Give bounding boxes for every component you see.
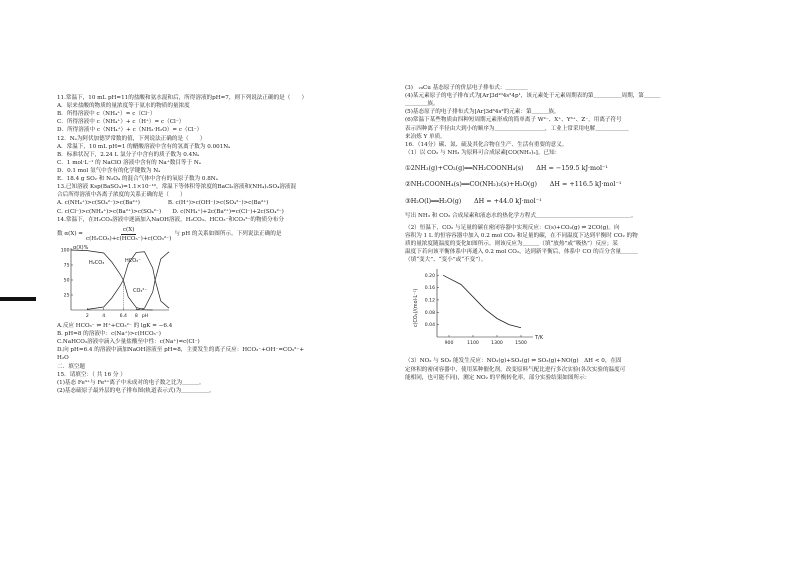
q11-option-a: A．原来盐酸的物质的量浓度等于氨水的物质的量浓度 — [57, 103, 190, 110]
q14-stem: 14.常温下，在H₂CO₃溶液中逐滴加入NaOH溶液，H₂CO₃、HCO₃⁻和CO₃²⁻的物质分布分 — [57, 216, 284, 223]
q11-option-b: B．所得溶液中 c（NH₄⁺）= c（Cl⁻） — [57, 111, 156, 118]
q15-part6-line2: 表示四种离子半径由大到小的顺序为＿＿＿＿＿＿＿＿＿，工业上常采用电解＿＿＿＿＿＿ — [405, 125, 629, 132]
q14-stem2 — [57, 226, 357, 243]
q12-option-e: E．18.4 g SO₂ 和 N₂O₄ 的混合气体中含有的氧原子数为 0.8Nₐ — [57, 176, 218, 183]
co2-x-tick-label: 900 — [444, 341, 454, 347]
q14-prefix: 数 α(X) = — [57, 231, 83, 238]
co2-x-tick-label: 1500 — [515, 341, 527, 347]
q15-title: 15．请填空：（ 共 16 分 ） — [57, 371, 126, 378]
series-co3-line — [136, 252, 169, 310]
co2-x-tick-label: 1100 — [467, 341, 479, 347]
series-co3-label: CO₃²⁻ — [133, 287, 148, 294]
q16-part1: （1）以 CO₂ 与 NH₃ 为原料可合成尿素[CO(NH₂)₂]。已知： — [405, 149, 561, 156]
co2-y-tick-label: 0.04 — [424, 323, 435, 329]
alpha-x-tick-label: 6.4 — [119, 313, 127, 319]
q16-part2-l4: 温度下若向该平衡体系中再通入 0.2 mol CO₂，达到新平衡后，体系中 CO 的百分含量＿＿＿ — [405, 249, 638, 256]
co2-y-tick-label: 0.08 — [424, 311, 435, 317]
q14-option-b: B. pH=8 的溶液中：c(Na⁺)>c(HCO₃⁻) — [57, 331, 161, 338]
alpha-ph-chart — [60, 244, 183, 322]
q14-option-a: A.反应 HCO₃⁻ ⇌ H⁺+CO₃²⁻ 的 lgK = −6.4 — [57, 322, 173, 329]
q11-option-c: C．所得溶液中 c（NH₄⁺）+ c（H⁺）= c（Cl⁻） — [57, 119, 185, 126]
q15-part6: (6)常温下某些物质由四种短周期元素形成的简单离子 W²⁻、X⁺、Y³⁺、Z⁻，用离子符号 — [405, 117, 622, 124]
alpha-x-tick-label: 4 — [102, 313, 106, 319]
q15-part4: (4)某元素原子的电子排布式为[Ar]3d¹⁰4s²4p¹，该元素处于元素周期表的第＿＿＿＿＿周期，第＿＿＿ — [405, 93, 661, 100]
alpha-x-tick-label: 8 — [134, 313, 138, 319]
q15-part6-line3: 来冶炼 Y 单质。 — [405, 133, 446, 140]
alpha-x-tick-label: 2 — [85, 313, 89, 319]
q16-part2-l2: 容积为 1 L 的恒容容器中加入 0.2 mol CO₂ 和足量的碳，在不同温度下达到平衡时 CO₂ 的物 — [405, 233, 638, 240]
q13-stem2: 合后所得溶液中各离子浓度的关系正确的是（ ） — [57, 192, 186, 199]
q16-part3-l2: 定体积的密闭容器中，使用某种催化剂，改变原料气配比进行多次实验(各次实验的温度可 — [405, 366, 626, 373]
q12-option-b: B．标准状况下，2.24 L 氯分子中含有的质子数为 0.4Nₐ — [57, 151, 200, 158]
alpha-y-tick-label: 75 — [63, 263, 70, 269]
q12-option-a: A．常温下，10 mL pH=1 的醋酸溶液中含有的氢离子数为 0.001Nₐ — [57, 143, 231, 150]
q14-option-d-cont: H₂O — [57, 355, 69, 362]
equation-1: ①2NH₃(g)+CO₂(g)══NH₂COONH₄(s) ΔH = −159.5 kJ·mol⁻¹ — [405, 163, 608, 172]
q12-stem: 12．Nₐ为阿伏加德罗常数的值，下列说法正确的是（ ） — [57, 135, 206, 142]
q16-part2-l5: （填“变大”、“变小”或“不变”）。 — [405, 257, 487, 264]
q15-part5: (5)基态原子的电子排布式为[Ar]3d⁶4s²的元素：第＿＿＿族。 — [405, 109, 560, 116]
alpha-y-tick-label: 50 — [63, 278, 70, 284]
q11-stem: 11.常温下，10 mL pH=11的盐酸和氨水混和后，所得溶液的pH=7，则下列说法正确的是（ ） — [57, 95, 308, 101]
q15-part2: (2)基态硫原子最外层的电子排布图(轨道表示式)为＿＿＿＿＿。 — [57, 387, 215, 394]
co2-series-line — [443, 276, 521, 329]
q16-title: 16．（14分）碳、氮、硫及其化合物在生产、生活有重要的意义。 — [405, 141, 568, 148]
q13-stem: 13.已知溶液 Ksp(BaSO₄)=1.1×10⁻¹⁰，常温下等体积等浓度的BaCl₂溶液和(NH₄)₂SO₄溶液混 — [57, 184, 297, 191]
alpha-y-tick-label: 25 — [63, 293, 70, 299]
q16-part2-l1: （2）恒温下，CO₂ 与足量的碳在密闭容器中实现反应：C(s)+CO₂(g) ⇌ 2CO(g)。向 — [405, 224, 620, 231]
co2-temperature-chart — [411, 267, 561, 353]
equation-3: ③H₂O(l)══H₂O(g) ΔH = +44.0 kJ·mol⁻¹ — [405, 196, 542, 205]
q11-option-d: D．所得溶液中 c（NH₄⁺）+ c（NH₃·H₂O）= c（Cl⁻） — [57, 127, 203, 134]
q13-options-cd: C. c(Cl⁻)>c(NH₄⁺)>c(Ba²⁺)>c(SO₄²⁻) D. c(NH₄⁺)+2c(Ba²⁺)=c(Cl⁻)+2c(SO₄²⁻) — [57, 208, 284, 215]
co2-y-tick-label: 0.16 — [424, 286, 435, 292]
right-column — [405, 84, 705, 382]
co2-y-axis-label: c(CO₂)/(mol·L⁻¹) — [414, 289, 419, 328]
left-column — [57, 94, 357, 395]
q14-frac-num: c(X) — [121, 226, 136, 235]
q14-option-d: D.向 pH=6.4 的溶液中滴加NaOH溶液至 pH=8，主要发生的离子反应：HCO₃⁻+OH⁻=CO₃²⁻+ — [57, 347, 305, 354]
co2-y-tick-label: 0.12 — [424, 298, 435, 304]
section-fill-in: 二．填空题 — [57, 363, 85, 370]
q16-part2-l3: 质的量浓度随温度的变化如图所示。则该反应为＿＿＿（填“放热”或“吸热”）反应；某 — [405, 241, 618, 248]
series-hco3-label: HCO₃⁻ — [125, 257, 141, 264]
q15-part3: (3) ₂₉Cu 基态原子的价层电子排布式：＿＿＿＿ — [405, 85, 528, 91]
q14-frac-den: c(H₂CO₃)+c(HCO₃⁻)+c(CO₃²⁻) — [85, 235, 172, 242]
q16-part3-l1: （3）NO₂ 与 SO₂ 能发生反应：NO₂(g)+SO₂(g) ⇌ SO₃(g)+NO(g) ΔH < 0，在固 — [405, 358, 622, 365]
series-h2co3-label: H₂CO₃ — [89, 259, 105, 266]
q14-suffix: 与 pH 的关系如图所示。下列说法正确的是 — [174, 231, 282, 238]
q15-part1: (1)基态 Fe³⁺与 Fe²⁺离子中未成对的电子数之比为＿＿＿。 — [57, 379, 205, 386]
alpha-y-tick-label: 100 — [60, 248, 70, 254]
q16-part3-l3: 能相同，也可能不同)，测定 NO₂ 的平衡转化率。部分实验结果如图所示： — [405, 374, 591, 381]
q16-write-equation: 写出 NH₃ 和 CO₂ 合成尿素和液态水的热化学方程式＿＿＿＿＿＿＿＿＿＿＿＿＿＿＿＿＿。 — [405, 212, 637, 219]
q15-part4-cont: ＿＿＿＿族。 — [405, 101, 439, 108]
alpha-y-axis-label: α(X)% — [73, 244, 89, 251]
q14-option-c: C.NaHCO₃溶液中滴入少量盐酸至中性：c(Na⁺)=c(Cl⁻) — [57, 339, 200, 346]
alpha-x-tick-label: pH — [141, 313, 149, 319]
q12-option-d: D．0.1 mol 氢气中含有的化学键数为 Nₐ — [57, 167, 161, 174]
q14-fraction — [86, 226, 171, 243]
equation-2: ②NH₂COONH₄(s)══CO(NH₂)₂(s)+H₂O(g) ΔH = +116.5 kJ·mol⁻¹ — [405, 180, 622, 189]
q12-option-c: C．1 mol·L⁻¹ 的 NaClO 溶液中含有的 Na⁺数目等于 Nₐ — [57, 159, 201, 166]
margin-bar — [0, 297, 36, 301]
co2-y-tick-label: 0.20 — [424, 274, 435, 280]
q13-options-ab: A. c(NH₄⁺)>c(SO₄²⁻)>c(Ba²⁺) B. c(H⁺)>c(OH⁻)>c(SO₄²⁻)>c(Ba²⁺) — [57, 200, 269, 207]
co2-x-tick-label: 1300 — [491, 341, 503, 347]
co2-x-axis-label: T/K — [535, 335, 544, 342]
